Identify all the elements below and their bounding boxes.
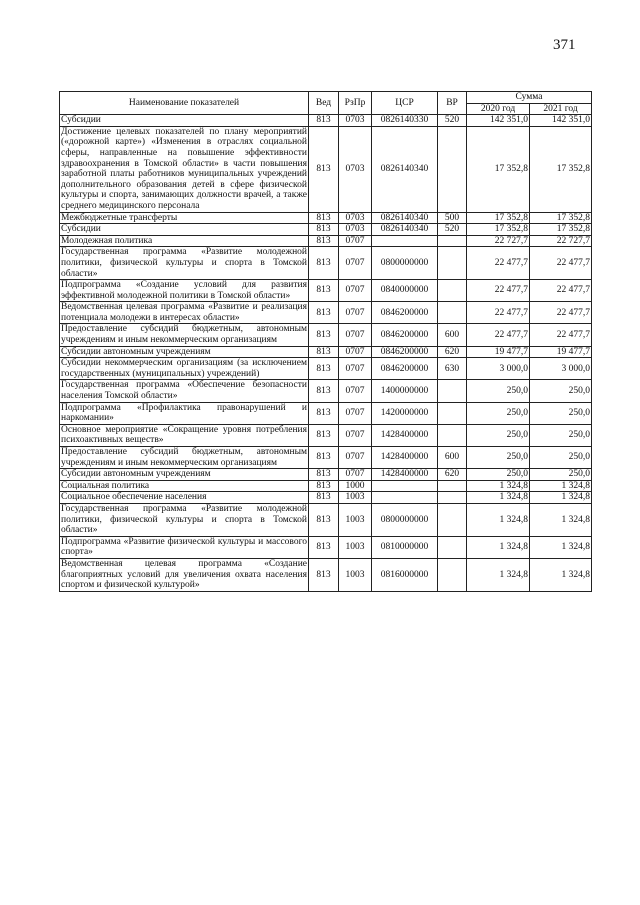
row-rzpr-cell: 1003 — [339, 492, 372, 504]
row-rzpr-cell: 0707 — [339, 235, 372, 247]
row-csr-cell: 0826140340 — [372, 126, 438, 212]
row-2020-cell: 22 477,7 — [467, 302, 530, 324]
row-csr-cell: 1428400000 — [372, 424, 438, 446]
header-csr: ЦСР — [372, 92, 438, 115]
row-ved-cell: 813 — [309, 480, 339, 492]
row-2020-cell: 250,0 — [467, 424, 530, 446]
header-rzpr: РзПр — [339, 92, 372, 115]
row-csr-cell — [372, 480, 438, 492]
row-name-cell: Государственная программа «Развитие молодежной политики, физической культуры и спорта в Томской области» — [61, 247, 307, 279]
header-2020: 2020 год — [467, 103, 530, 115]
row-ved-cell: 813 — [309, 280, 339, 302]
row-vr-cell — [438, 503, 467, 536]
row-2021-cell: 17 352,8 — [530, 126, 592, 212]
row-2020-cell: 250,0 — [467, 402, 530, 424]
row-2021-cell: 17 352,8 — [530, 212, 592, 224]
table-row — [60, 424, 592, 446]
row-csr-cell: 1428400000 — [372, 447, 438, 469]
row-name-cell: Субсидии — [60, 224, 309, 236]
row-csr-cell: 0846200000 — [372, 358, 438, 380]
row-vr-cell: 520 — [438, 115, 467, 127]
row-2020-cell: 22 477,7 — [467, 324, 530, 346]
row-csr-cell: 0826140340 — [372, 212, 438, 224]
row-name-cell: Субсидии — [60, 115, 309, 127]
row-vr-cell — [438, 126, 467, 212]
row-name-cell: Подпрограмма «Профилактика правонарушений и наркомании» — [61, 402, 307, 424]
row-2021-cell: 22 727,7 — [530, 235, 592, 247]
row-ved-cell: 813 — [309, 492, 339, 504]
table-row — [60, 126, 592, 212]
row-ved-cell: 813 — [309, 115, 339, 127]
budget-table — [59, 91, 592, 592]
row-2021-cell: 250,0 — [530, 447, 592, 469]
header-sum: Сумма — [467, 92, 592, 104]
row-2021-cell: 1 324,8 — [530, 492, 592, 504]
row-csr-cell: 1420000000 — [372, 402, 438, 424]
row-csr-cell: 0846200000 — [372, 302, 438, 324]
row-name-cell: Субсидии автономным учреждениям — [60, 469, 309, 481]
table-row — [60, 447, 592, 469]
row-2021-cell: 250,0 — [530, 424, 592, 446]
row-rzpr-cell: 0707 — [339, 324, 372, 346]
row-csr-cell: 1428400000 — [372, 469, 438, 481]
row-ved-cell: 813 — [309, 536, 339, 558]
row-ved-cell: 813 — [309, 247, 339, 280]
row-ved-cell: 813 — [309, 358, 339, 380]
row-vr-cell: 620 — [438, 469, 467, 481]
row-rzpr-cell: 0707 — [339, 247, 372, 280]
row-rzpr-cell: 0707 — [339, 402, 372, 424]
row-2021-cell: 1 324,8 — [530, 480, 592, 492]
row-vr-cell: 630 — [438, 358, 467, 380]
row-2020-cell: 1 324,8 — [467, 558, 530, 591]
row-2020-cell: 22 477,7 — [467, 247, 530, 280]
row-vr-cell — [438, 480, 467, 492]
table-row — [60, 302, 592, 324]
table-body — [60, 115, 592, 592]
row-vr-cell — [438, 558, 467, 591]
row-rzpr-cell: 0703 — [339, 224, 372, 236]
row-rzpr-cell: 0707 — [339, 424, 372, 446]
row-2020-cell: 1 324,8 — [467, 480, 530, 492]
row-vr-cell — [438, 380, 467, 402]
table-row — [60, 224, 592, 236]
row-rzpr-cell: 0707 — [339, 346, 372, 358]
row-ved-cell: 813 — [309, 324, 339, 346]
row-ved-cell: 813 — [309, 558, 339, 591]
row-2021-cell: 19 477,7 — [530, 346, 592, 358]
table-row — [60, 358, 592, 380]
row-name-cell: Предоставление субсидий бюджетным, автономным учреждениям и иным некоммерческим организациям — [61, 324, 307, 346]
table-row — [60, 558, 592, 591]
row-vr-cell — [438, 280, 467, 302]
header-vr: ВР — [438, 92, 467, 115]
row-2021-cell: 1 324,8 — [530, 536, 592, 558]
row-2020-cell: 250,0 — [467, 380, 530, 402]
row-2021-cell: 1 324,8 — [530, 558, 592, 591]
table-header — [60, 92, 592, 115]
row-csr-cell — [372, 235, 438, 247]
table-row — [60, 346, 592, 358]
table-row — [60, 503, 592, 536]
row-ved-cell: 813 — [309, 346, 339, 358]
row-2020-cell: 17 352,8 — [467, 224, 530, 236]
row-2020-cell: 22 477,7 — [467, 280, 530, 302]
table-row — [60, 247, 592, 280]
row-rzpr-cell: 0707 — [339, 447, 372, 469]
row-name-cell: Предоставление субсидий бюджетным, автономным учреждениям и иным некоммерческим организациям — [61, 447, 307, 468]
row-2021-cell: 22 477,7 — [530, 247, 592, 280]
row-name-cell: Социальная политика — [60, 480, 309, 492]
row-ved-cell: 813 — [309, 380, 339, 402]
row-ved-cell: 813 — [309, 126, 339, 212]
row-2020-cell: 22 727,7 — [467, 235, 530, 247]
row-ved-cell: 813 — [309, 402, 339, 424]
row-csr-cell: 0826140330 — [372, 115, 438, 127]
row-rzpr-cell: 1003 — [339, 503, 372, 536]
row-name-cell: Социальное обеспечение населения — [60, 492, 309, 504]
row-name-cell: Государственная программа «Развитие молодежной политики, физической культуры и спорта в Томской области» — [61, 503, 307, 536]
row-name-cell: Межбюджетные трансферты — [60, 212, 309, 224]
row-csr-cell: 0846200000 — [372, 346, 438, 358]
row-csr-cell: 0800000000 — [372, 503, 438, 536]
row-2020-cell: 19 477,7 — [467, 346, 530, 358]
header-2021: 2021 год — [530, 103, 592, 115]
row-rzpr-cell: 0707 — [339, 469, 372, 481]
row-vr-cell: 600 — [438, 447, 467, 469]
row-name-cell: Государственная программа «Обеспечение безопасности населения Томской области» — [61, 380, 307, 402]
row-csr-cell: 0816000000 — [372, 558, 438, 591]
table-row — [60, 536, 592, 558]
row-2020-cell: 250,0 — [467, 447, 530, 469]
row-name-cell: Ведомственная целевая программа «Развитие и реализация потенциала молодежи в интересах области» — [61, 302, 307, 323]
row-2020-cell: 1 324,8 — [467, 536, 530, 558]
row-vr-cell — [438, 247, 467, 280]
row-rzpr-cell: 1003 — [339, 536, 372, 558]
row-2020-cell: 17 352,8 — [467, 212, 530, 224]
row-2021-cell: 22 477,7 — [530, 302, 592, 324]
row-vr-cell — [438, 302, 467, 324]
row-2021-cell: 22 477,7 — [530, 324, 592, 346]
table-row — [60, 480, 592, 492]
row-vr-cell — [438, 536, 467, 558]
row-2020-cell: 1 324,8 — [467, 492, 530, 504]
row-ved-cell: 813 — [309, 447, 339, 469]
row-csr-cell: 0826140340 — [372, 224, 438, 236]
row-csr-cell: 0800000000 — [372, 247, 438, 280]
row-2020-cell: 142 351,0 — [467, 115, 530, 127]
row-csr-cell: 1400000000 — [372, 380, 438, 402]
row-ved-cell: 813 — [309, 235, 339, 247]
row-ved-cell: 813 — [309, 212, 339, 224]
row-2020-cell: 1 324,8 — [467, 503, 530, 536]
row-2021-cell: 3 000,0 — [530, 358, 592, 380]
row-rzpr-cell: 0707 — [339, 280, 372, 302]
row-rzpr-cell: 1003 — [339, 558, 372, 591]
row-ved-cell: 813 — [309, 503, 339, 536]
row-ved-cell: 813 — [309, 302, 339, 324]
table-row — [60, 235, 592, 247]
row-vr-cell: 500 — [438, 212, 467, 224]
row-name-cell: Ведомственная целевая программа «Создание благоприятных условий для увеличения охвата населения спортом и физической культурой» — [61, 558, 307, 591]
row-2021-cell: 22 477,7 — [530, 280, 592, 302]
row-vr-cell — [438, 492, 467, 504]
row-rzpr-cell: 1000 — [339, 480, 372, 492]
row-name-cell: Молодежная политика — [60, 235, 309, 247]
row-2021-cell: 1 324,8 — [530, 503, 592, 536]
table-row — [60, 492, 592, 504]
table-row — [60, 469, 592, 481]
row-name-cell: Субсидии автономным учреждениям — [60, 346, 309, 358]
row-csr-cell: 0840000000 — [372, 280, 438, 302]
row-csr-cell — [372, 492, 438, 504]
table-row — [60, 212, 592, 224]
page-number: 371 — [553, 37, 576, 53]
row-2020-cell: 250,0 — [467, 469, 530, 481]
row-2020-cell: 3 000,0 — [467, 358, 530, 380]
header-name: Наименование показателей — [60, 92, 309, 115]
row-2021-cell: 142 351,0 — [530, 115, 592, 127]
row-vr-cell: 620 — [438, 346, 467, 358]
table-row — [60, 324, 592, 346]
row-ved-cell: 813 — [309, 469, 339, 481]
table-row — [60, 380, 592, 402]
row-2021-cell: 250,0 — [530, 380, 592, 402]
row-vr-cell: 600 — [438, 324, 467, 346]
row-ved-cell: 813 — [309, 424, 339, 446]
row-2021-cell: 250,0 — [530, 469, 592, 481]
row-name-cell: Достижение целевых показателей по плану мероприятий («дорожной карте») «Изменения в отраслях социальной сферы, направленные на повышение эффективности здравоохранения в Томской области» в части повышения заработной платы работников муниципальных учреждений дополнительного образования детей в сфере физической культуры и спорта, занимающих должности врачей, а также среднего медицинского персонала — [61, 126, 307, 211]
row-rzpr-cell: 0707 — [339, 358, 372, 380]
row-csr-cell: 0810000000 — [372, 536, 438, 558]
row-name-cell: Субсидии некоммерческим организациям (за исключением государственных (муниципальных) учреждений) — [61, 358, 307, 379]
row-name-cell: Подпрограмма «Развитие физической культуры и массового спорта» — [61, 536, 307, 558]
row-rzpr-cell: 0703 — [339, 115, 372, 127]
row-rzpr-cell: 0707 — [339, 302, 372, 324]
row-name-cell: Основное мероприятие «Сокращение уровня потребления психоактивных веществ» — [61, 424, 307, 446]
row-rzpr-cell: 0703 — [339, 212, 372, 224]
table-row — [60, 402, 592, 424]
row-2021-cell: 17 352,8 — [530, 224, 592, 236]
row-ved-cell: 813 — [309, 224, 339, 236]
row-vr-cell — [438, 402, 467, 424]
header-ved: Вед — [309, 92, 339, 115]
row-rzpr-cell: 0703 — [339, 126, 372, 212]
row-vr-cell — [438, 424, 467, 446]
row-vr-cell: 520 — [438, 224, 467, 236]
row-vr-cell — [438, 235, 467, 247]
table-row — [60, 115, 592, 127]
row-csr-cell: 0846200000 — [372, 324, 438, 346]
row-2021-cell: 250,0 — [530, 402, 592, 424]
row-rzpr-cell: 0707 — [339, 380, 372, 402]
row-name-cell: Подпрограмма «Создание условий для развития эффективной молодежной политики в Томской области» — [61, 280, 307, 301]
row-2020-cell: 17 352,8 — [467, 126, 530, 212]
table-row — [60, 280, 592, 302]
